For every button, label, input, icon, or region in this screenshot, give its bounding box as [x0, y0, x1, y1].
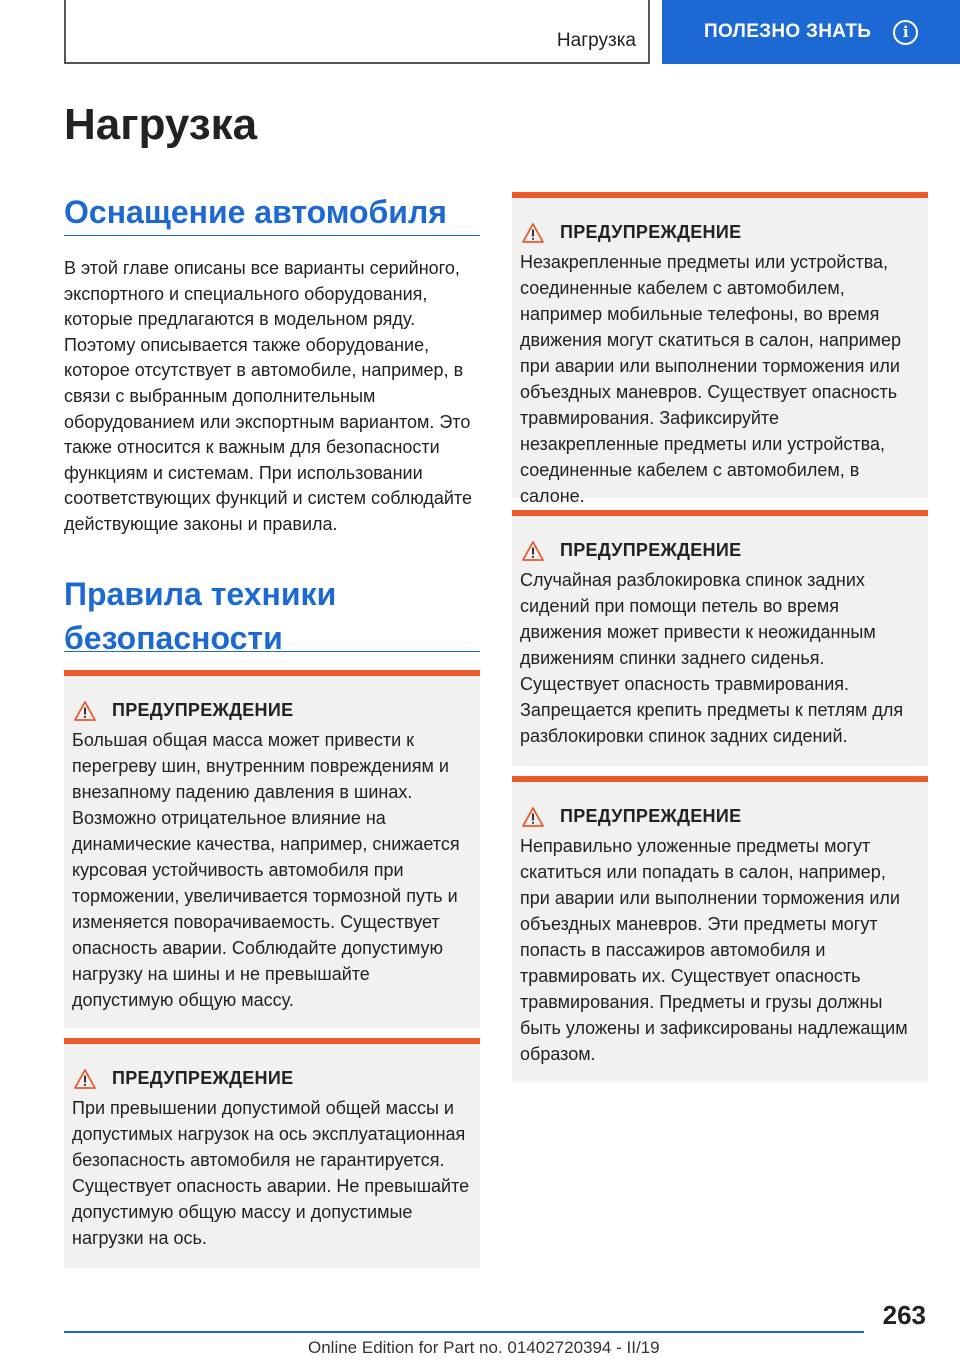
warning-header: [522, 222, 918, 243]
warning-title: ПРЕДУПРЕЖДЕНИЕ: [112, 700, 294, 720]
warning-header: [522, 806, 918, 827]
warning-text: Неправильно уложенные предметы могут скатиться или попадать в салон, например, при аварии или выполнении торможения или объездных маневров. Эти предметы могут попасть в пассажиров автомобиля и травмировать их. Существует опасность травмирования. Предметы и грузы должны быть уложены и зафиксированы надлежащим образом.: [520, 836, 908, 1064]
warning-header: [74, 700, 470, 721]
tab-useful-to-know[interactable]: [662, 0, 960, 64]
warning-triangle-icon: [74, 701, 96, 721]
edition-text: Online Edition for Part no. 01402720394 - II/19: [308, 1338, 660, 1357]
warning-text: При превышении допустимой общей массы и допустимых нагрузок на ось эксплуатационная безопасность автомобиля не гарантируется. Существует опасность аварии. Не превышайте допустимую общую массу и допустимые нагрузки на ось.: [72, 1098, 470, 1248]
warning-triangle-icon: [522, 223, 544, 243]
safety-heading-line1: Правила техники: [64, 576, 337, 612]
warning-box: [64, 1038, 480, 1268]
safety-heading-line2: безопасности: [64, 620, 283, 656]
info-icon: i: [893, 20, 918, 45]
chapter-title: Нагрузка: [556, 30, 636, 51]
section-heading-equipment: Оснащение автомобиля: [64, 190, 480, 236]
equipment-paragraph: В этой главе описаны все варианты серийного, экспортного и специального оборудования, которые предлагаются в модельном ряду. Поэтому описывается также оборудование, которое отсутствует в автомобиле, например, в связи с выбранным дополнительным оборудованием или экспортным вариантом. Это также относится к важным для безопасности функциям и системам. При использовании соответствующих функций и систем соблюдайте действующие законы и правила.: [64, 258, 472, 534]
page-number: 263: [882, 1300, 926, 1330]
warning-text: Большая общая масса может привести к перегреву шин, внутренним повреждениям и внезапному падению давления в шинах. Возможно отрицательное влияние на динамические качества, например, снижается курсовая устойчивость автомобиля при торможении, увеличивается тормозной путь и изменяется поворачиваемость. Существует опасность аварии. Соблюдайте допустимую нагрузку на шины и не превышайте допустимую общую массу.: [72, 730, 460, 1010]
header-frame: [64, 0, 650, 64]
warning-text: Незакрепленные предметы или устройства, соединенные кабелем с автомобилем, например мобильные телефоны, во время движения могут скатиться в салон, например при аварии или выполнении торможения или объездных маневров. Существует опасность травмирования. Зафиксируйте незакрепленные предметы или устройства, соединенные кабелем с автомобилем, в салоне.: [520, 252, 902, 506]
warning-title: ПРЕДУПРЕЖДЕНИЕ: [560, 806, 742, 826]
warning-title: ПРЕДУПРЕЖДЕНИЕ: [560, 540, 742, 560]
warning-title: ПРЕДУПРЕЖДЕНИЕ: [112, 1068, 294, 1088]
tab-label: ПОЛЕЗНО ЗНАТЬ: [704, 21, 872, 42]
warning-header: [522, 540, 918, 561]
warning-triangle-icon: [522, 807, 544, 827]
warning-triangle-icon: [522, 541, 544, 561]
page-title: Нагрузка: [64, 100, 258, 149]
warning-box: [512, 776, 928, 1082]
warning-text: Случайная разблокировка спинок задних сидений при помощи петель во время движения может привести к неожиданным движениям спинки заднего сиденья. Существует опасность травмирования. Запрещается крепить предметы к петлям для разблокировки спинок задних сидений.: [520, 570, 904, 746]
warning-triangle-icon: [74, 1069, 96, 1089]
section-heading-safety: [64, 572, 480, 656]
warning-header: [74, 1068, 470, 1089]
warning-box: [64, 670, 480, 1028]
warning-box: [512, 510, 928, 766]
footer-divider: [64, 1331, 864, 1333]
warning-title: ПРЕДУПРЕЖДЕНИЕ: [560, 222, 742, 242]
warning-box: [512, 192, 928, 506]
